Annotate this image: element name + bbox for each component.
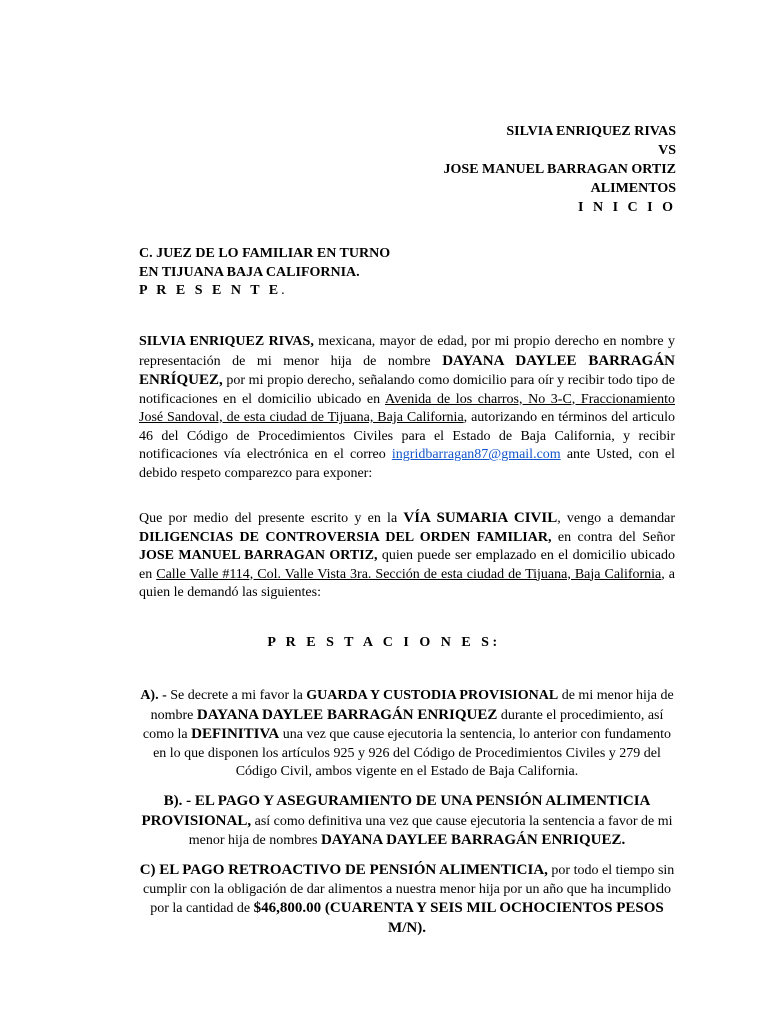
header-stage: I N I C I O [578, 200, 676, 215]
via-sumaria: VÍA SUMARIA CIVIL [403, 510, 558, 526]
addressee-block [139, 245, 390, 301]
intro-text-1: mexicana, mayor de edad, por mi propio derecho en nombre y representación de mi menor hija de nombre [139, 334, 675, 369]
demand-text-2: , vengo a demandar [557, 511, 676, 526]
header-matter: ALIMENTOS [590, 181, 676, 196]
header-versus: VS [658, 143, 676, 158]
intro-paragraph [139, 333, 675, 483]
guarda-custodia: GUARDA Y CUSTODIA PROVISIONAL [306, 688, 559, 703]
plaintiff-name: SILVIA ENRIQUEZ RIVAS, [139, 334, 314, 349]
presente-period: . [281, 283, 285, 298]
prestacion-a-child: DAYANA DAYLEE BARRAGÁN ENRIQUEZ [196, 706, 498, 723]
prestacion-b-title: B). - EL PAGO Y ASEGURAMIENTO DE UNA PENSIÓN ALIMENTICIA PROVISIONAL, [141, 793, 651, 829]
defendant-address: Calle Valle #114, Col. Valle Vista 3ra. Sección de esta ciudad de Tijuana, Baja California [156, 566, 662, 582]
child-name: DAYANA DAYLEE BARRAGÁN ENRÍQUEZ, [139, 352, 675, 388]
prestacion-b-child: DAYANA DAYLEE BARRAGÁN ENRIQUEZ. [320, 832, 626, 848]
prestacion-a-label: A). - [140, 688, 167, 703]
prestacion-c [139, 861, 675, 938]
intro-text-4: ante Usted, con el debido respeto comparezco para exponer: [139, 447, 676, 481]
intro-text-3: , autorizando en términos del articulo 46 del Código de Procedimientos Civiles para el Estado de Baja California, y recibir notificaciones vía electrónica en el correo [139, 410, 675, 462]
prestacion-a-text-1: Se decrete a mi favor la [166, 688, 307, 703]
prestacion-a-text-2: de mi menor hija de nombre [150, 688, 674, 723]
defendant-name: JOSE MANUEL BARRAGAN ORTIZ, [139, 548, 378, 563]
demand-text-5: , a quien le demandó las siguientes: [139, 566, 676, 600]
addressee-judge: C. JUEZ DE LO FAMILIAR EN TURNO [139, 246, 391, 261]
demand-text-1: Que por medio del presente escrito y en la [139, 511, 404, 526]
prestacion-a-text-4: una vez que cause ejecutoria la sentencia, lo anterior con fundamento en lo que disponen los artículos 925 y 926 del Código de Procedimientos Civiles y 279 del Código Civil, ambos vigente en el Estado de Baja California. [153, 727, 672, 779]
prestacion-c-title: C) EL PAGO RETROACTIVO DE PENSIÓN ALIMENTICIA, [139, 862, 548, 878]
plaintiff-address: Avenida de los charros, No 3-C, Fraccionamiento José Sandoval, de esta ciudad de Tijuana, Baja California [139, 391, 675, 425]
prestacion-b-text: así como definitiva una vez que cause ejecutoria la sentencia a favor de mi menor hija de nombres [188, 813, 673, 848]
addressee-presente [139, 282, 390, 301]
email-link[interactable]: ingridbarragan87@gmail.com [391, 447, 561, 462]
diligencias-title: DILIGENCIAS DE CONTROVERSIA DEL ORDEN FAMILIAR, [139, 529, 552, 545]
prestacion-b [139, 792, 675, 851]
demand-text-4: quien puede ser emplazado en el domicilio ubicado en [139, 548, 675, 582]
prestacion-c-text: por todo el tiempo sin cumplir con la obligación de dar alimentos a nuestra menor hija por un año que ha incumplido por la cantidad de [143, 863, 675, 916]
case-header [444, 122, 676, 217]
header-defendant: JOSE MANUEL BARRAGAN ORTIZ [443, 162, 676, 177]
definitiva: DEFINITIVA [191, 726, 280, 742]
prestacion-c-amount: $46,800.00 (CUARENTA Y SEIS MIL OCHOCIENTOS PESOS M/N). [253, 900, 664, 936]
demand-paragraph [139, 509, 675, 603]
intro-text-2: por mi propio derecho, señalando como domicilio para oír y recibir todo tipo de notificaciones en el domicilio ubicado en [139, 373, 675, 407]
presente-text: P R E S E N T E [139, 283, 282, 298]
prestaciones-heading: P R E S T A C I O N E S: [267, 635, 501, 650]
demand-text-3: en contra del Señor [551, 529, 675, 545]
header-plaintiff: SILVIA ENRIQUEZ RIVAS [506, 124, 676, 139]
prestacion-a [139, 687, 675, 782]
prestacion-a-text-3: durante el procedimiento, así como la [142, 707, 664, 742]
addressee-city: EN TIJUANA BAJA CALIFORNIA. [139, 264, 360, 280]
